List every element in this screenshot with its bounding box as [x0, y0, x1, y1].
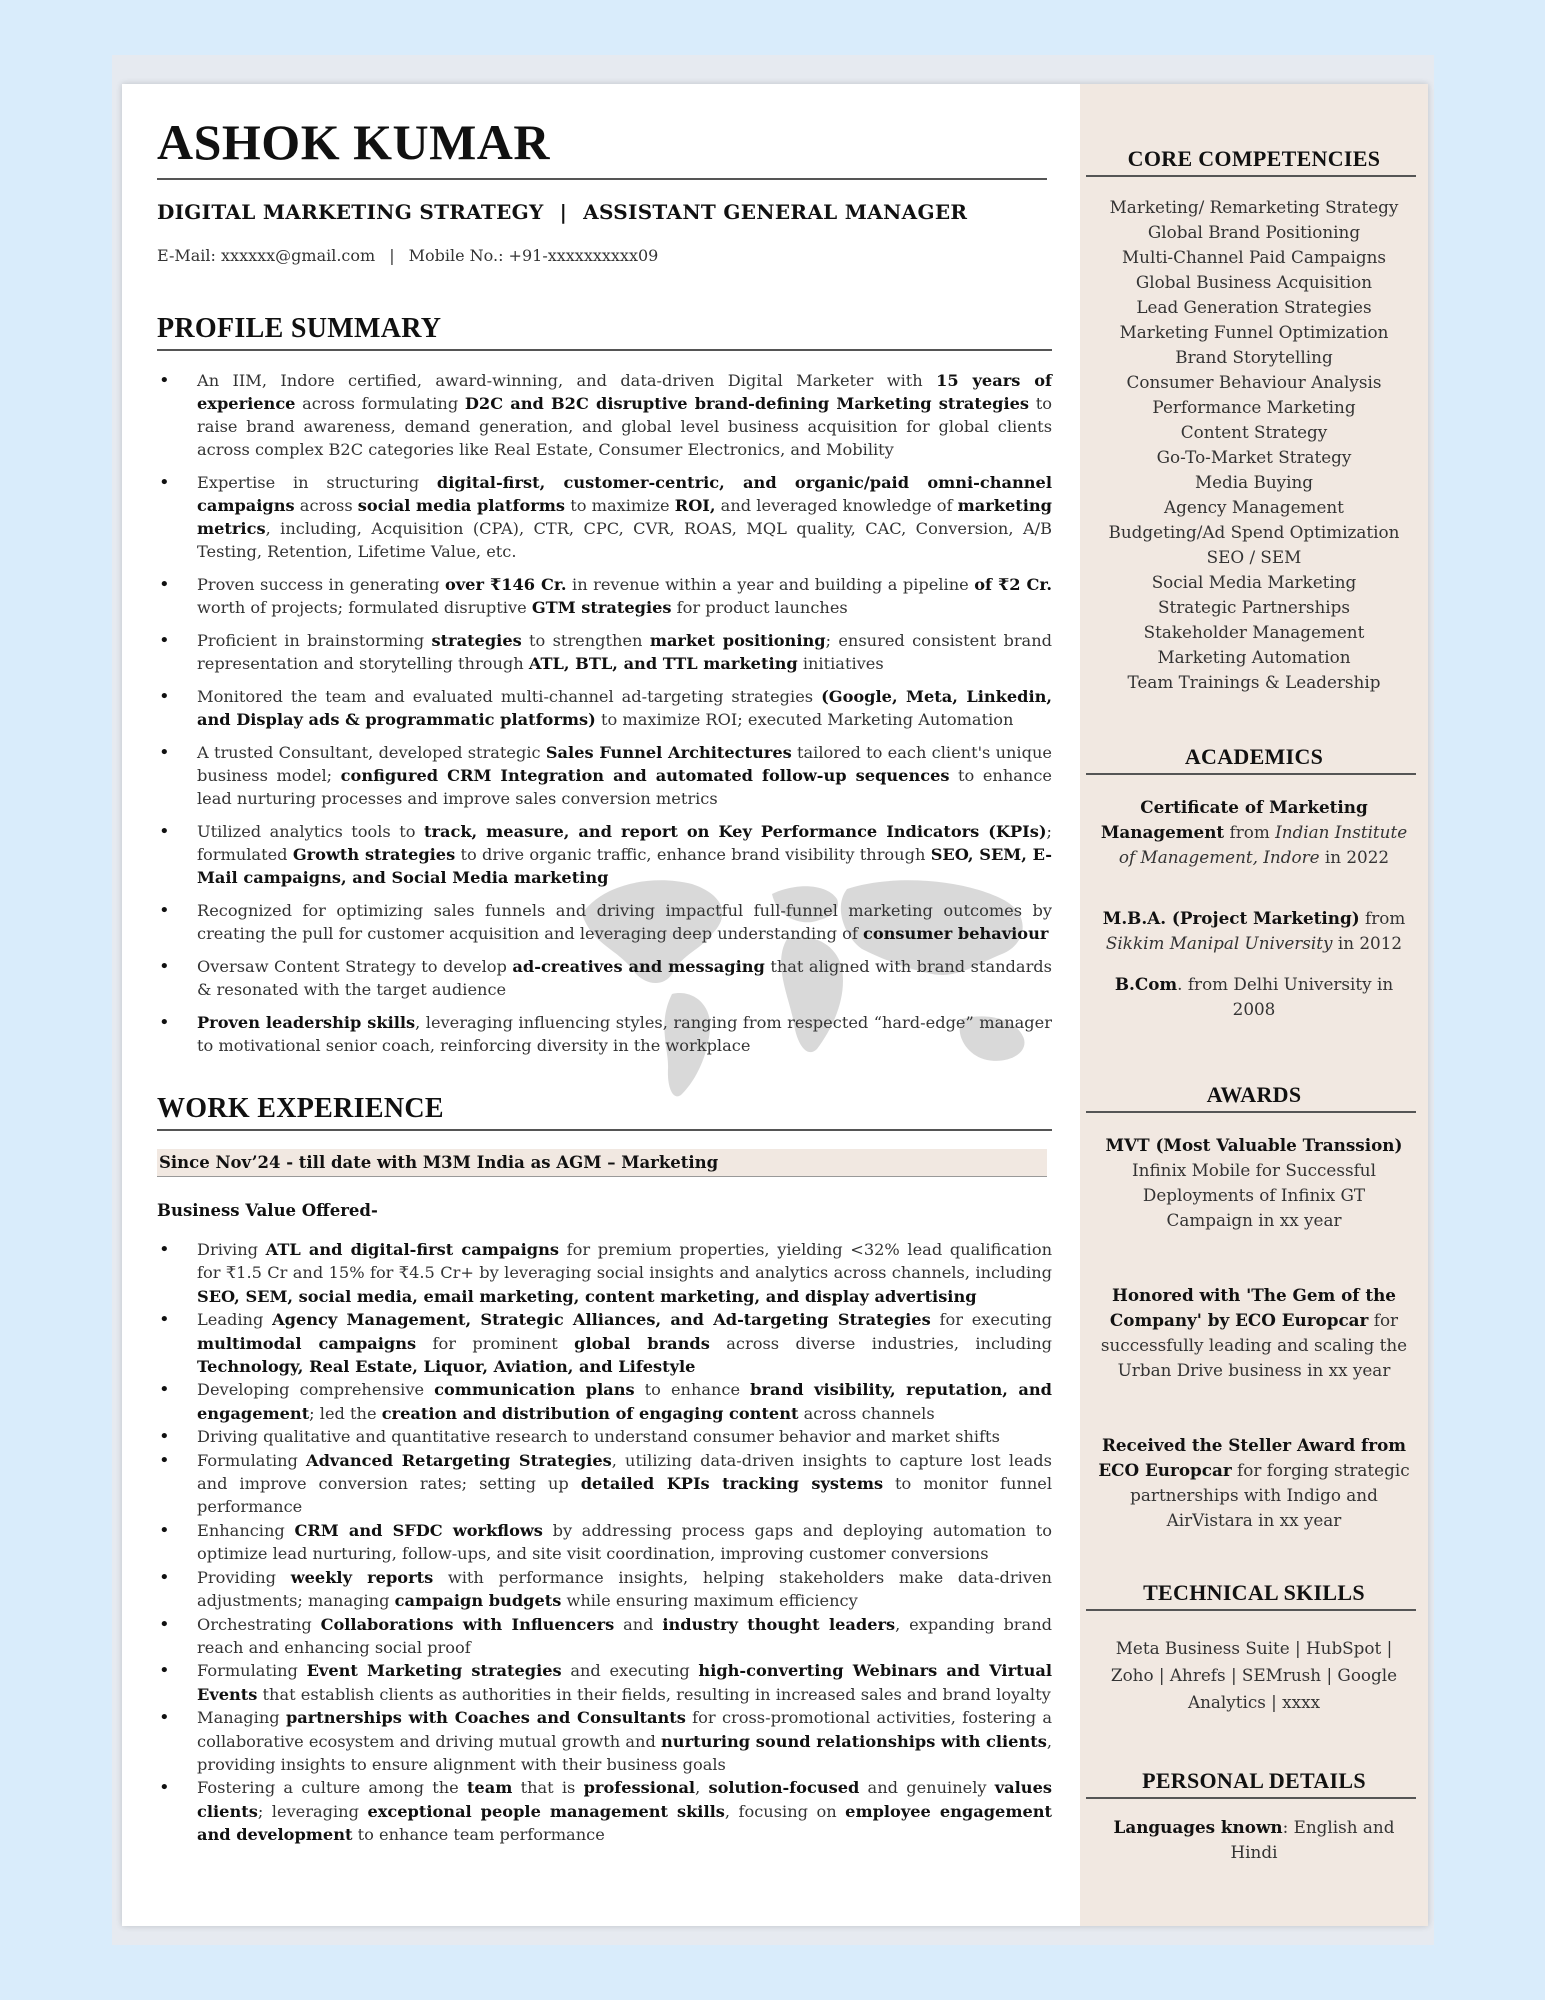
academic-entry: [1080, 795, 1428, 870]
academics-section: [1080, 744, 1428, 1022]
contact-line: [157, 246, 1052, 265]
bullet-highlight: professional: [583, 1778, 696, 1798]
competency-item: Marketing Funnel Optimization: [1119, 322, 1389, 342]
work-experience-divider: [157, 1129, 1052, 1131]
bullet-text: for premium properties, yielding <32% lead qualification for ₹1.5 Cr and 15% for ₹4.5 Cr+ by leveraging social insights and analytics across channels, including: [197, 1240, 1052, 1283]
bullet-highlight: configured CRM Integration and automated follow-up sequences: [340, 766, 950, 785]
bullet-highlight: partnerships with Coaches and Consultants: [285, 1708, 686, 1728]
bullet-text: for cross-promotional activities, fostering a collaborative ecosystem and driving mutual growth and: [197, 1708, 1052, 1751]
work-bullet: [157, 1378, 1052, 1425]
bullet-text: , including, Acquisition (CPA), CTR, CPC, CVR, ROAS, MQL quality, CAC, Conversion, A/B Testing, Retention, Lifetime Value, etc.: [197, 519, 1052, 561]
contact-mobile[interactable]: Mobile No.: +91-xxxxxxxxxx09: [408, 246, 659, 265]
bullet-highlight: global brands: [574, 1333, 710, 1353]
entry-text: for forging strategic partnerships with Indigo and AirVistara in xx year: [1130, 1460, 1410, 1530]
competency-item: Lead Generation Strategies: [1136, 297, 1372, 317]
competency-item: Stakeholder Management: [1143, 622, 1365, 642]
bullet-text: that aligned with brand standards & resonated with the target audience: [197, 957, 1052, 999]
profile-bullet: [157, 955, 1052, 1001]
core-competencies-list: [1080, 195, 1428, 695]
bullet-text: ; ensured consistent brand representation and storytelling through: [197, 631, 1052, 673]
work-bullet: [157, 1238, 1052, 1308]
bullet-text: An IIM, Indore certified, award-winning, and data-driven Digital Marketer with: [197, 371, 937, 390]
competency-item: Marketing/ Remarketing Strategy: [1109, 197, 1399, 217]
bullet-text: worth of projects; formulated disruptive: [197, 598, 532, 617]
bullet-highlight: Sales Funnel Architectures: [545, 743, 792, 762]
profile-summary-divider: [157, 349, 1052, 351]
bullet-highlight: ATL and digital-first campaigns: [265, 1240, 559, 1259]
award-entry: [1080, 1283, 1428, 1383]
competency-item: SEO / SEM: [1206, 547, 1302, 567]
headline-specialty: DIGITAL MARKETING STRATEGY: [157, 200, 544, 224]
bullet-text: to raise brand awareness, demand generation, and global level business acquisition for global clients across complex B2C categories like Real Estate, Consumer Electronics, and Mobility: [197, 394, 1052, 459]
bullet-text: for executing: [930, 1310, 1052, 1330]
bullet-highlight: Growth strategies: [292, 845, 456, 864]
work-bullet: [157, 1519, 1052, 1566]
profile-bullet: [157, 1011, 1052, 1057]
sidebar: [1080, 84, 1428, 1926]
technical-skills-text: Meta Business Suite | HubSpot | Zoho | Ahrefs | SEMrush | Google Analytics | xxxx: [1110, 1638, 1398, 1712]
academic-entry: [1080, 906, 1428, 956]
competency-item: Agency Management: [1164, 497, 1344, 517]
awards-section: [1080, 1082, 1428, 1533]
work-bullet: [157, 1425, 1052, 1448]
languages-known: [1080, 1815, 1428, 1865]
bullet-highlight: multimodal campaigns: [197, 1333, 417, 1353]
business-value-title: Business Value Offered-: [157, 1201, 378, 1220]
award-entry: [1080, 1133, 1428, 1233]
competency-item: Social Media Marketing: [1151, 572, 1357, 592]
bullet-highlight: high-converting Webinars and Virtual Events: [197, 1661, 1052, 1704]
core-competencies-divider: [1086, 175, 1416, 177]
bullet-text: , leveraging influencing styles, ranging from respected “hard-edge” manager to motivational senior coach, reinforcing diversity in the workplace: [197, 1013, 1052, 1055]
bullet-text: and genuinely: [859, 1778, 995, 1798]
bullet-text: with performance insights, helping stakeholders make data-driven adjustments; managing: [197, 1567, 1052, 1611]
bullet-text: Driving qualitative and quantitative research to understand consumer behavior and market shifts: [197, 1427, 1000, 1447]
bullet-text: to enhance team performance: [352, 1825, 605, 1845]
headline: [157, 200, 1052, 224]
work-bullet: [157, 1706, 1052, 1776]
bullet-text: to enhance lead nurturing processes and improve sales conversion metrics: [197, 766, 1052, 808]
name-divider: [157, 178, 1047, 180]
bullet-highlight: market positioning: [649, 631, 826, 650]
headline-separator: |: [559, 200, 568, 224]
competency-item: Consumer Behaviour Analysis: [1126, 372, 1382, 392]
profile-summary-title: PROFILE SUMMARY: [157, 313, 442, 344]
competency-item: Team Trainings & Leadership: [1127, 672, 1381, 692]
bullet-text: Proficient in brainstorming: [197, 631, 432, 650]
competency-item: Performance Marketing: [1152, 397, 1356, 417]
bullet-text: to strengthen: [521, 631, 650, 650]
bullet-text: Managing: [197, 1708, 286, 1728]
resume-page: [122, 84, 1428, 1926]
bullet-text: in revenue within a year and building a pipeline: [566, 575, 975, 594]
contact-separator: |: [389, 246, 395, 265]
bullet-text: Orchestrating: [197, 1614, 321, 1634]
bullet-text: ; leveraging: [257, 1801, 368, 1821]
profile-bullet: [157, 369, 1052, 461]
entry-text: from: [1359, 908, 1406, 928]
entry-text: Honored with 'The Gem of the Company' by ECO Europcar: [1109, 1285, 1396, 1330]
bullet-text: ; formulated: [197, 822, 1052, 864]
bullet-text: Monitored the team and evaluated multi-channel ad-targeting strategies: [197, 687, 822, 706]
bullet-highlight: strategies: [431, 631, 522, 650]
work-bullet: [157, 1566, 1052, 1613]
bullet-text: to maximize: [565, 496, 675, 515]
bullet-highlight: exceptional people management skills: [367, 1801, 725, 1821]
competency-item: Go-To-Market Strategy: [1156, 447, 1352, 467]
entry-text: M.B.A. (Project Marketing): [1102, 908, 1360, 928]
competency-item: Content Strategy: [1180, 422, 1328, 442]
work-bullet: [157, 1776, 1052, 1846]
entry-text: MVT (Most Valuable Transsion): [1105, 1135, 1403, 1155]
bullet-text: that establish clients as authorities in their fields, resulting in increased sales and brand loyalty: [257, 1684, 1051, 1704]
profile-bullet: [157, 820, 1052, 889]
profile-bullet: [157, 573, 1052, 619]
profile-bullet: [157, 629, 1052, 675]
bullet-highlight: CRM and SFDC workflows: [294, 1520, 543, 1540]
bullet-text: , providing insights to ensure alignment with their business goals: [197, 1731, 1052, 1774]
bullet-highlight: consumer behaviour: [862, 924, 1049, 943]
bullet-highlight: (Google, Meta, Linkedin, and Display ads & programmatic platforms): [197, 687, 1053, 729]
bullet-text: across: [294, 496, 358, 515]
personal-details-title: PERSONAL DETAILS: [1142, 1768, 1366, 1793]
bullet-highlight: campaign budgets: [394, 1591, 562, 1611]
bullet-highlight: track, measure, and report on Key Performance Indicators (KPIs): [423, 822, 1047, 841]
entry-text: Indian Institute of Management, Indore: [1118, 822, 1408, 867]
bullet-text: that is: [512, 1778, 584, 1798]
work-experience-list: [157, 1238, 1052, 1847]
bullet-text: by addressing process gaps and deploying automation to optimize lead nurturing, follow-ups, and site visit coordination, improving customer conversions: [197, 1520, 1052, 1564]
bullet-highlight: communication plans: [434, 1380, 635, 1400]
profile-summary-list: [157, 369, 1052, 1057]
awards-divider: [1086, 1111, 1416, 1113]
academics-list: [1080, 795, 1428, 1022]
bullet-text: Fostering a culture among the: [197, 1778, 467, 1798]
bullet-highlight: Proven leadership skills: [197, 1013, 416, 1032]
bullet-text: Expertise in structuring: [197, 473, 437, 492]
main-column: [157, 114, 1052, 1847]
bullet-text: Recognized for optimizing sales funnels and driving impactful full-funnel marketing outcomes by creating the pull for customer acquisition and leveraging deep understanding of: [197, 901, 1052, 943]
competency-item: Global Brand Positioning: [1147, 222, 1361, 242]
bullet-text: and executing: [561, 1661, 699, 1681]
bullet-text: while ensuring maximum efficiency: [561, 1591, 858, 1611]
bullet-highlight: employee engagement and development: [197, 1801, 1052, 1845]
bullet-text: initiatives: [797, 654, 884, 673]
languages-label: Languages known: [1113, 1817, 1283, 1837]
academic-entry: [1080, 972, 1428, 1022]
bullet-text: across diverse industries, including: [709, 1333, 1052, 1353]
profile-bullet: [157, 899, 1052, 945]
entry-text: Certificate of Marketing Management: [1100, 797, 1368, 842]
work-bullet: [157, 1613, 1052, 1660]
bullet-text: for prominent: [416, 1333, 575, 1353]
award-entry: [1080, 1433, 1428, 1533]
bullet-highlight: nurturing sound relationships with clients: [661, 1731, 1047, 1751]
bullet-text: to drive organic traffic, enhance brand visibility through: [455, 845, 931, 864]
bullet-text: and: [614, 1614, 663, 1634]
entry-text: . from Delhi University in 2008: [1177, 974, 1394, 1019]
bullet-text: Developing comprehensive: [197, 1380, 435, 1400]
candidate-name: ASHOK KUMAR: [157, 114, 550, 170]
bullet-highlight: creation and distribution of engaging content: [381, 1403, 799, 1423]
core-competencies-section: [1080, 146, 1428, 695]
technical-skills-title: TECHNICAL SKILLS: [1143, 1580, 1365, 1605]
bullet-text: ,: [695, 1778, 709, 1798]
entry-text: Sikkim Manipal University: [1105, 933, 1333, 953]
role-heading: Since Nov’24 - till date with M3M India as AGM – Marketing: [157, 1149, 1047, 1177]
competency-item: Media Buying: [1194, 472, 1314, 492]
bullet-text: Formulating: [197, 1450, 307, 1470]
work-bullet: [157, 1308, 1052, 1378]
core-competencies-title: CORE COMPETENCIES: [1127, 146, 1381, 171]
competency-item: Marketing Automation: [1157, 647, 1351, 667]
bullet-text: Utilized analytics tools to: [197, 822, 424, 841]
technical-skills-section: [1080, 1580, 1428, 1716]
bullet-text: across formulating: [295, 394, 465, 413]
bullet-highlight: brand visibility, reputation, and engagement: [197, 1380, 1052, 1423]
bullet-highlight: 15 years of experience: [197, 371, 1052, 413]
academics-divider: [1086, 773, 1416, 775]
bullet-highlight: of ₹2 Cr.: [974, 575, 1053, 594]
headline-designation: ASSISTANT GENERAL MANAGER: [583, 200, 968, 224]
bullet-text: to maximize ROI; executed Marketing Automation: [595, 710, 1014, 729]
bullet-highlight: industry thought leaders: [662, 1614, 896, 1634]
bullet-text: to monitor funnel performance: [197, 1474, 1052, 1517]
bullet-text: ; led the: [309, 1403, 382, 1423]
bullet-text: , focusing on: [724, 1801, 846, 1821]
bullet-text: across channels: [798, 1403, 935, 1423]
languages-value: : English and Hindi: [1230, 1817, 1395, 1862]
profile-bullet: [157, 685, 1052, 731]
bullet-highlight: detailed KPIs tracking systems: [580, 1474, 884, 1494]
bullet-text: A trusted Consultant, developed strategic: [197, 743, 546, 762]
entry-text: Received the Steller Award from ECO Europcar: [1098, 1435, 1407, 1480]
entry-text: in 2022: [1319, 847, 1390, 867]
bullet-highlight: Technology, Real Estate, Liquor, Aviation, and Lifestyle: [197, 1357, 696, 1377]
bullet-highlight: ad-creatives and messaging: [512, 957, 765, 976]
bullet-highlight: over ₹146 Cr.: [444, 575, 567, 594]
bullet-highlight: Advanced Retargeting Strategies: [306, 1450, 612, 1470]
bullet-text: tailored to each client's unique business model;: [197, 743, 1052, 785]
bullet-highlight: GTM strategies: [531, 598, 672, 617]
bullet-highlight: ATL, BTL, and TTL marketing: [528, 654, 798, 673]
competency-item: Brand Storytelling: [1175, 347, 1333, 367]
bullet-highlight: weekly reports: [290, 1567, 434, 1587]
bullet-text: for product launches: [671, 598, 848, 617]
competency-item: Multi-Channel Paid Campaigns: [1121, 247, 1387, 267]
awards-list: [1080, 1133, 1428, 1533]
bullet-highlight: Collaborations with Influencers: [320, 1614, 615, 1634]
bullet-highlight: Event Marketing strategies: [306, 1661, 562, 1681]
bullet-highlight: SEO, SEM, social media, email marketing, content marketing, and display advertising: [197, 1286, 977, 1306]
competency-item: Budgeting/Ad Spend Optimization: [1108, 522, 1400, 542]
entry-text: B.Com: [1114, 974, 1178, 994]
competency-item: Global Business Acquisition: [1135, 272, 1373, 292]
bullet-highlight: marketing metrics: [197, 496, 1052, 538]
personal-details-section: [1080, 1768, 1428, 1865]
bullet-text: Driving: [197, 1240, 266, 1259]
bullet-text: and leveraged knowledge of: [715, 496, 958, 515]
awards-title: AWARDS: [1206, 1082, 1302, 1107]
bullet-highlight: social media platforms: [357, 496, 566, 515]
bullet-text: Enhancing: [197, 1520, 295, 1540]
profile-bullet: [157, 741, 1052, 810]
bullet-highlight: ROI,: [674, 496, 716, 515]
bullet-highlight: solution-focused: [708, 1778, 860, 1798]
competency-item: Strategic Partnerships: [1158, 597, 1350, 617]
bullet-text: to enhance: [634, 1380, 751, 1400]
bullet-highlight: D2C and B2C disruptive brand-defining Marketing strategies: [464, 394, 1030, 413]
bullet-text: Providing: [197, 1567, 291, 1587]
entry-text: from: [1224, 822, 1276, 842]
entry-text: for successfully leading and scaling the Urban Drive business in xx year: [1100, 1310, 1408, 1380]
academics-title: ACADEMICS: [1184, 744, 1324, 769]
work-experience-title: WORK EXPERIENCE: [157, 1093, 444, 1124]
bullet-text: Leading: [197, 1310, 273, 1330]
personal-details-divider: [1086, 1797, 1416, 1799]
entry-text: Infinix Mobile for Successful Deployments of Infinix GT Campaign in xx year: [1132, 1160, 1376, 1230]
work-bullet: [157, 1659, 1052, 1706]
technical-skills-divider: [1086, 1609, 1416, 1611]
profile-bullet: [157, 471, 1052, 563]
bullet-highlight: team: [466, 1778, 513, 1798]
bullet-highlight: values clients: [197, 1778, 1052, 1821]
bullet-text: Proven success in generating: [197, 575, 445, 594]
entry-text: in 2012: [1332, 933, 1403, 953]
bullet-text: , utilizing data-driven insights to capture lost leads and improve conversion rates; setting up: [197, 1450, 1052, 1494]
bullet-highlight: digital-first, customer-centric, and organic/paid omni-channel campaigns: [197, 473, 1052, 515]
bullet-text: Oversaw Content Strategy to develop: [197, 957, 513, 976]
bullet-highlight: Agency Management, Strategic Alliances, and Ad-targeting Strategies: [272, 1310, 931, 1330]
bullet-highlight: SEO, SEM, E-Mail campaigns, and Social Media marketing: [197, 845, 1053, 887]
bullet-text: , expanding brand reach and enhancing social proof: [197, 1614, 1052, 1657]
work-bullet: [157, 1449, 1052, 1519]
bullet-text: Formulating: [197, 1661, 307, 1681]
contact-email[interactable]: E-Mail: xxxxxx@gmail.com: [157, 246, 376, 265]
